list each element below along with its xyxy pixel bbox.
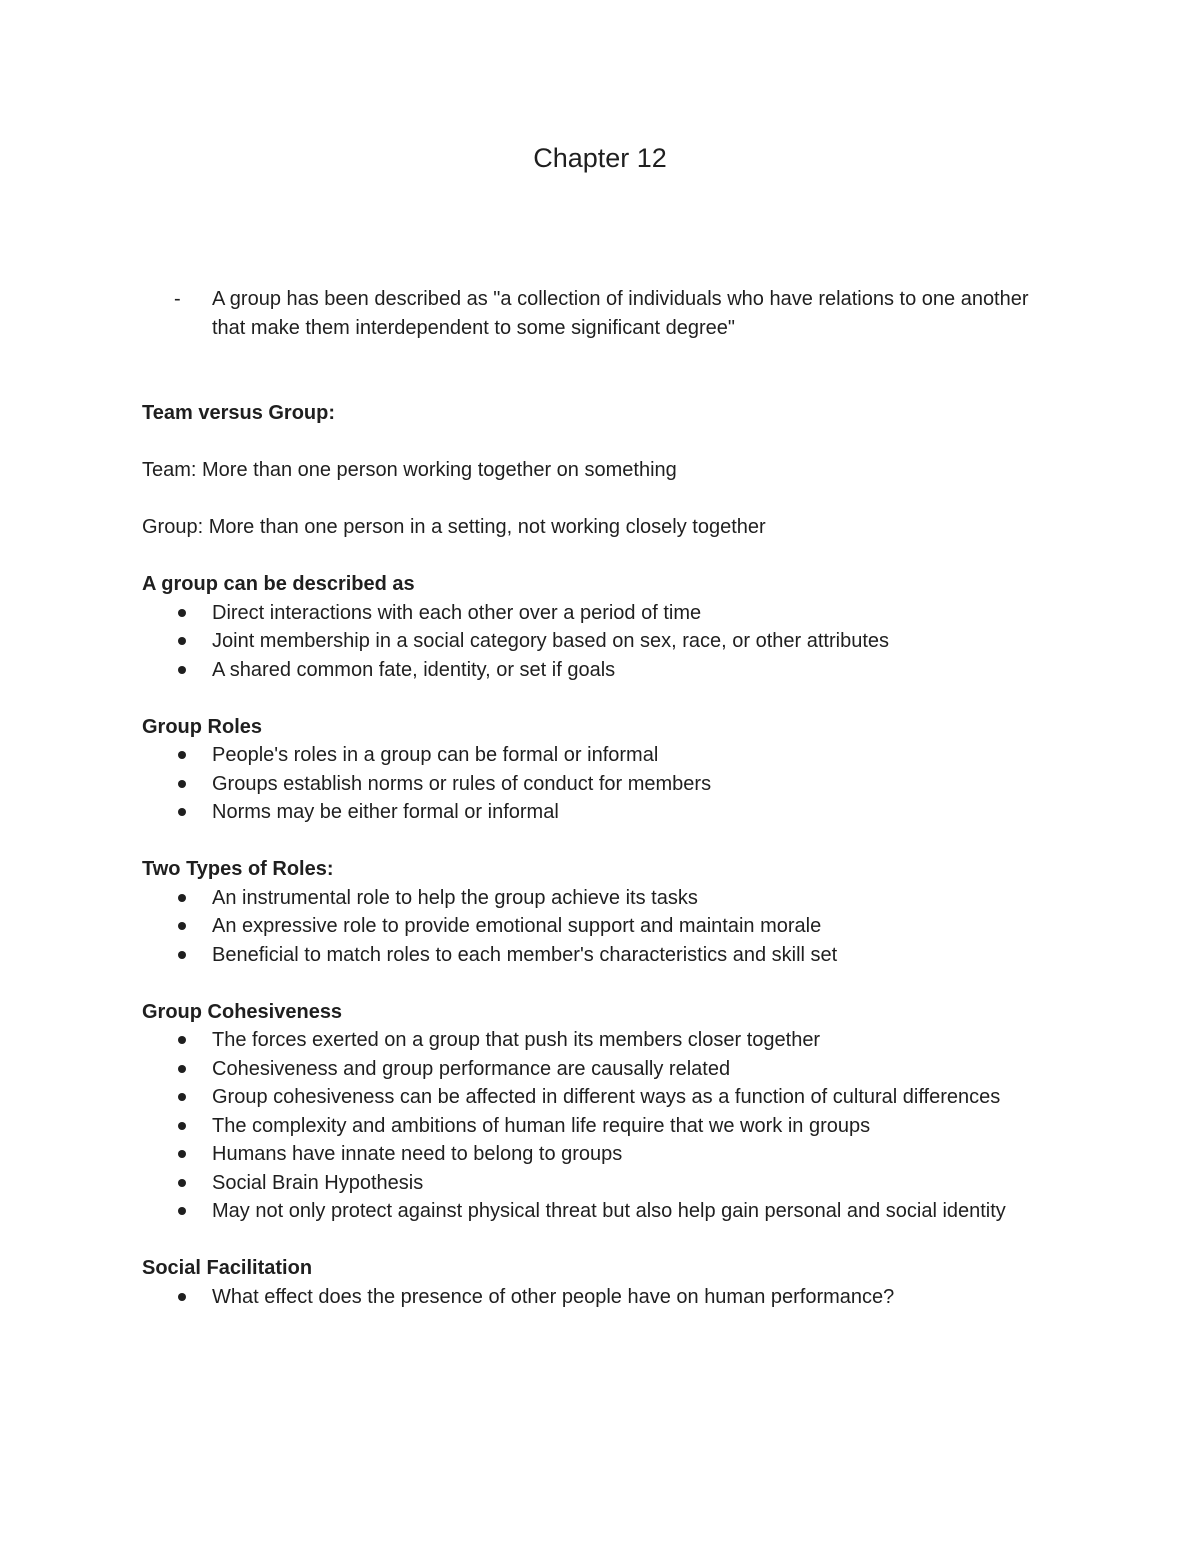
bullet-icon xyxy=(178,1093,186,1101)
bullet-list xyxy=(142,1026,1042,1226)
list-item-text: May not only protect against physical threat but also help gain personal and social identity xyxy=(212,1200,1006,1222)
list-item-text: People's roles in a group can be formal or informal xyxy=(212,744,659,766)
bullet-icon xyxy=(178,1179,186,1187)
bullet-icon xyxy=(178,637,186,645)
list-item-text: Norms may be either formal or informal xyxy=(212,801,559,823)
list-item-text: A shared common fate, identity, or set if goals xyxy=(212,658,616,681)
list-item xyxy=(142,1140,1042,1169)
list-item-text: What effect does the presence of other people have on human performance? xyxy=(212,1285,895,1308)
list-item xyxy=(142,1026,1042,1055)
list-item-text: An instrumental role to help the group achieve its tasks xyxy=(212,886,698,909)
list-item-text: The forces exerted on a group that push its members closer together xyxy=(212,1029,821,1051)
bullet-icon xyxy=(178,1293,186,1301)
list-item-text: Cohesiveness and group performance are causally related xyxy=(212,1057,731,1080)
list-item xyxy=(142,1197,1042,1226)
section-heading: Social Facilitation xyxy=(142,1257,313,1279)
list-item xyxy=(142,741,1042,770)
list-item xyxy=(142,1169,1042,1198)
list-item xyxy=(142,912,1042,941)
bullet-icon xyxy=(178,951,186,959)
section-heading: A group can be described as xyxy=(142,573,415,595)
bullet-icon xyxy=(178,922,186,930)
list-item-text: An expressive role to provide emotional support and maintain morale xyxy=(212,915,822,937)
dash-marker: - xyxy=(174,288,181,310)
list-item-text: Social Brain Hypothesis xyxy=(212,1171,424,1194)
list-item-text: The complexity and ambitions of human life require that we work in groups xyxy=(212,1114,871,1137)
section-heading: Two Types of Roles: xyxy=(142,858,334,880)
page-title: Chapter 12 xyxy=(533,143,667,173)
section-heading: Group Roles xyxy=(142,715,263,738)
section-heading: Group Cohesiveness xyxy=(142,1000,343,1023)
notes-content xyxy=(142,399,1042,1311)
list-item xyxy=(142,1283,1042,1312)
list-item xyxy=(142,798,1042,827)
list-item xyxy=(142,627,1042,656)
list-item-text: Direct interactions with each other over a period of time xyxy=(212,601,702,624)
bullet-list xyxy=(142,1283,1042,1312)
group-definition: Group: More than one person in a setting, not working closely together xyxy=(142,516,766,538)
bullet-icon xyxy=(178,1122,186,1130)
team-definition: Team: More than one person working together on something xyxy=(142,459,677,481)
bullet-icon xyxy=(178,1207,186,1215)
intro-text: A group has been described as "a collection of individuals who have relations to one another that make them interdependent to some significant degree" xyxy=(212,288,1029,339)
list-item xyxy=(142,884,1042,913)
intro-item xyxy=(174,285,1054,342)
bullet-icon xyxy=(178,1065,186,1073)
list-item xyxy=(142,656,1042,685)
team-versus-group-heading: Team versus Group: xyxy=(142,402,336,424)
bullet-icon xyxy=(178,666,186,674)
bullet-list xyxy=(142,599,1042,685)
bullet-icon xyxy=(178,609,186,617)
list-item-text: Joint membership in a social category based on sex, race, or other attributes xyxy=(212,630,890,652)
bullet-icon xyxy=(178,808,186,816)
list-item xyxy=(142,1112,1042,1141)
bullet-icon xyxy=(178,1036,186,1044)
list-item xyxy=(142,770,1042,799)
list-item xyxy=(142,1055,1042,1084)
list-item-text: Humans have innate need to belong to groups xyxy=(212,1143,623,1165)
list-item-text: Group cohesiveness can be affected in different ways as a function of cultural differences xyxy=(212,1086,1001,1108)
list-item xyxy=(142,1083,1042,1112)
sections-container xyxy=(142,570,1042,1311)
bullet-icon xyxy=(178,894,186,902)
bullet-icon xyxy=(178,751,186,759)
list-item xyxy=(142,599,1042,628)
list-item xyxy=(142,941,1042,970)
bullet-list xyxy=(142,741,1042,827)
list-item-text: Groups establish norms or rules of conduct for members xyxy=(212,772,712,795)
bullet-icon xyxy=(178,780,186,788)
list-item-text: Beneficial to match roles to each member's characteristics and skill set xyxy=(212,943,838,966)
bullet-list xyxy=(142,884,1042,970)
bullet-icon xyxy=(178,1150,186,1158)
